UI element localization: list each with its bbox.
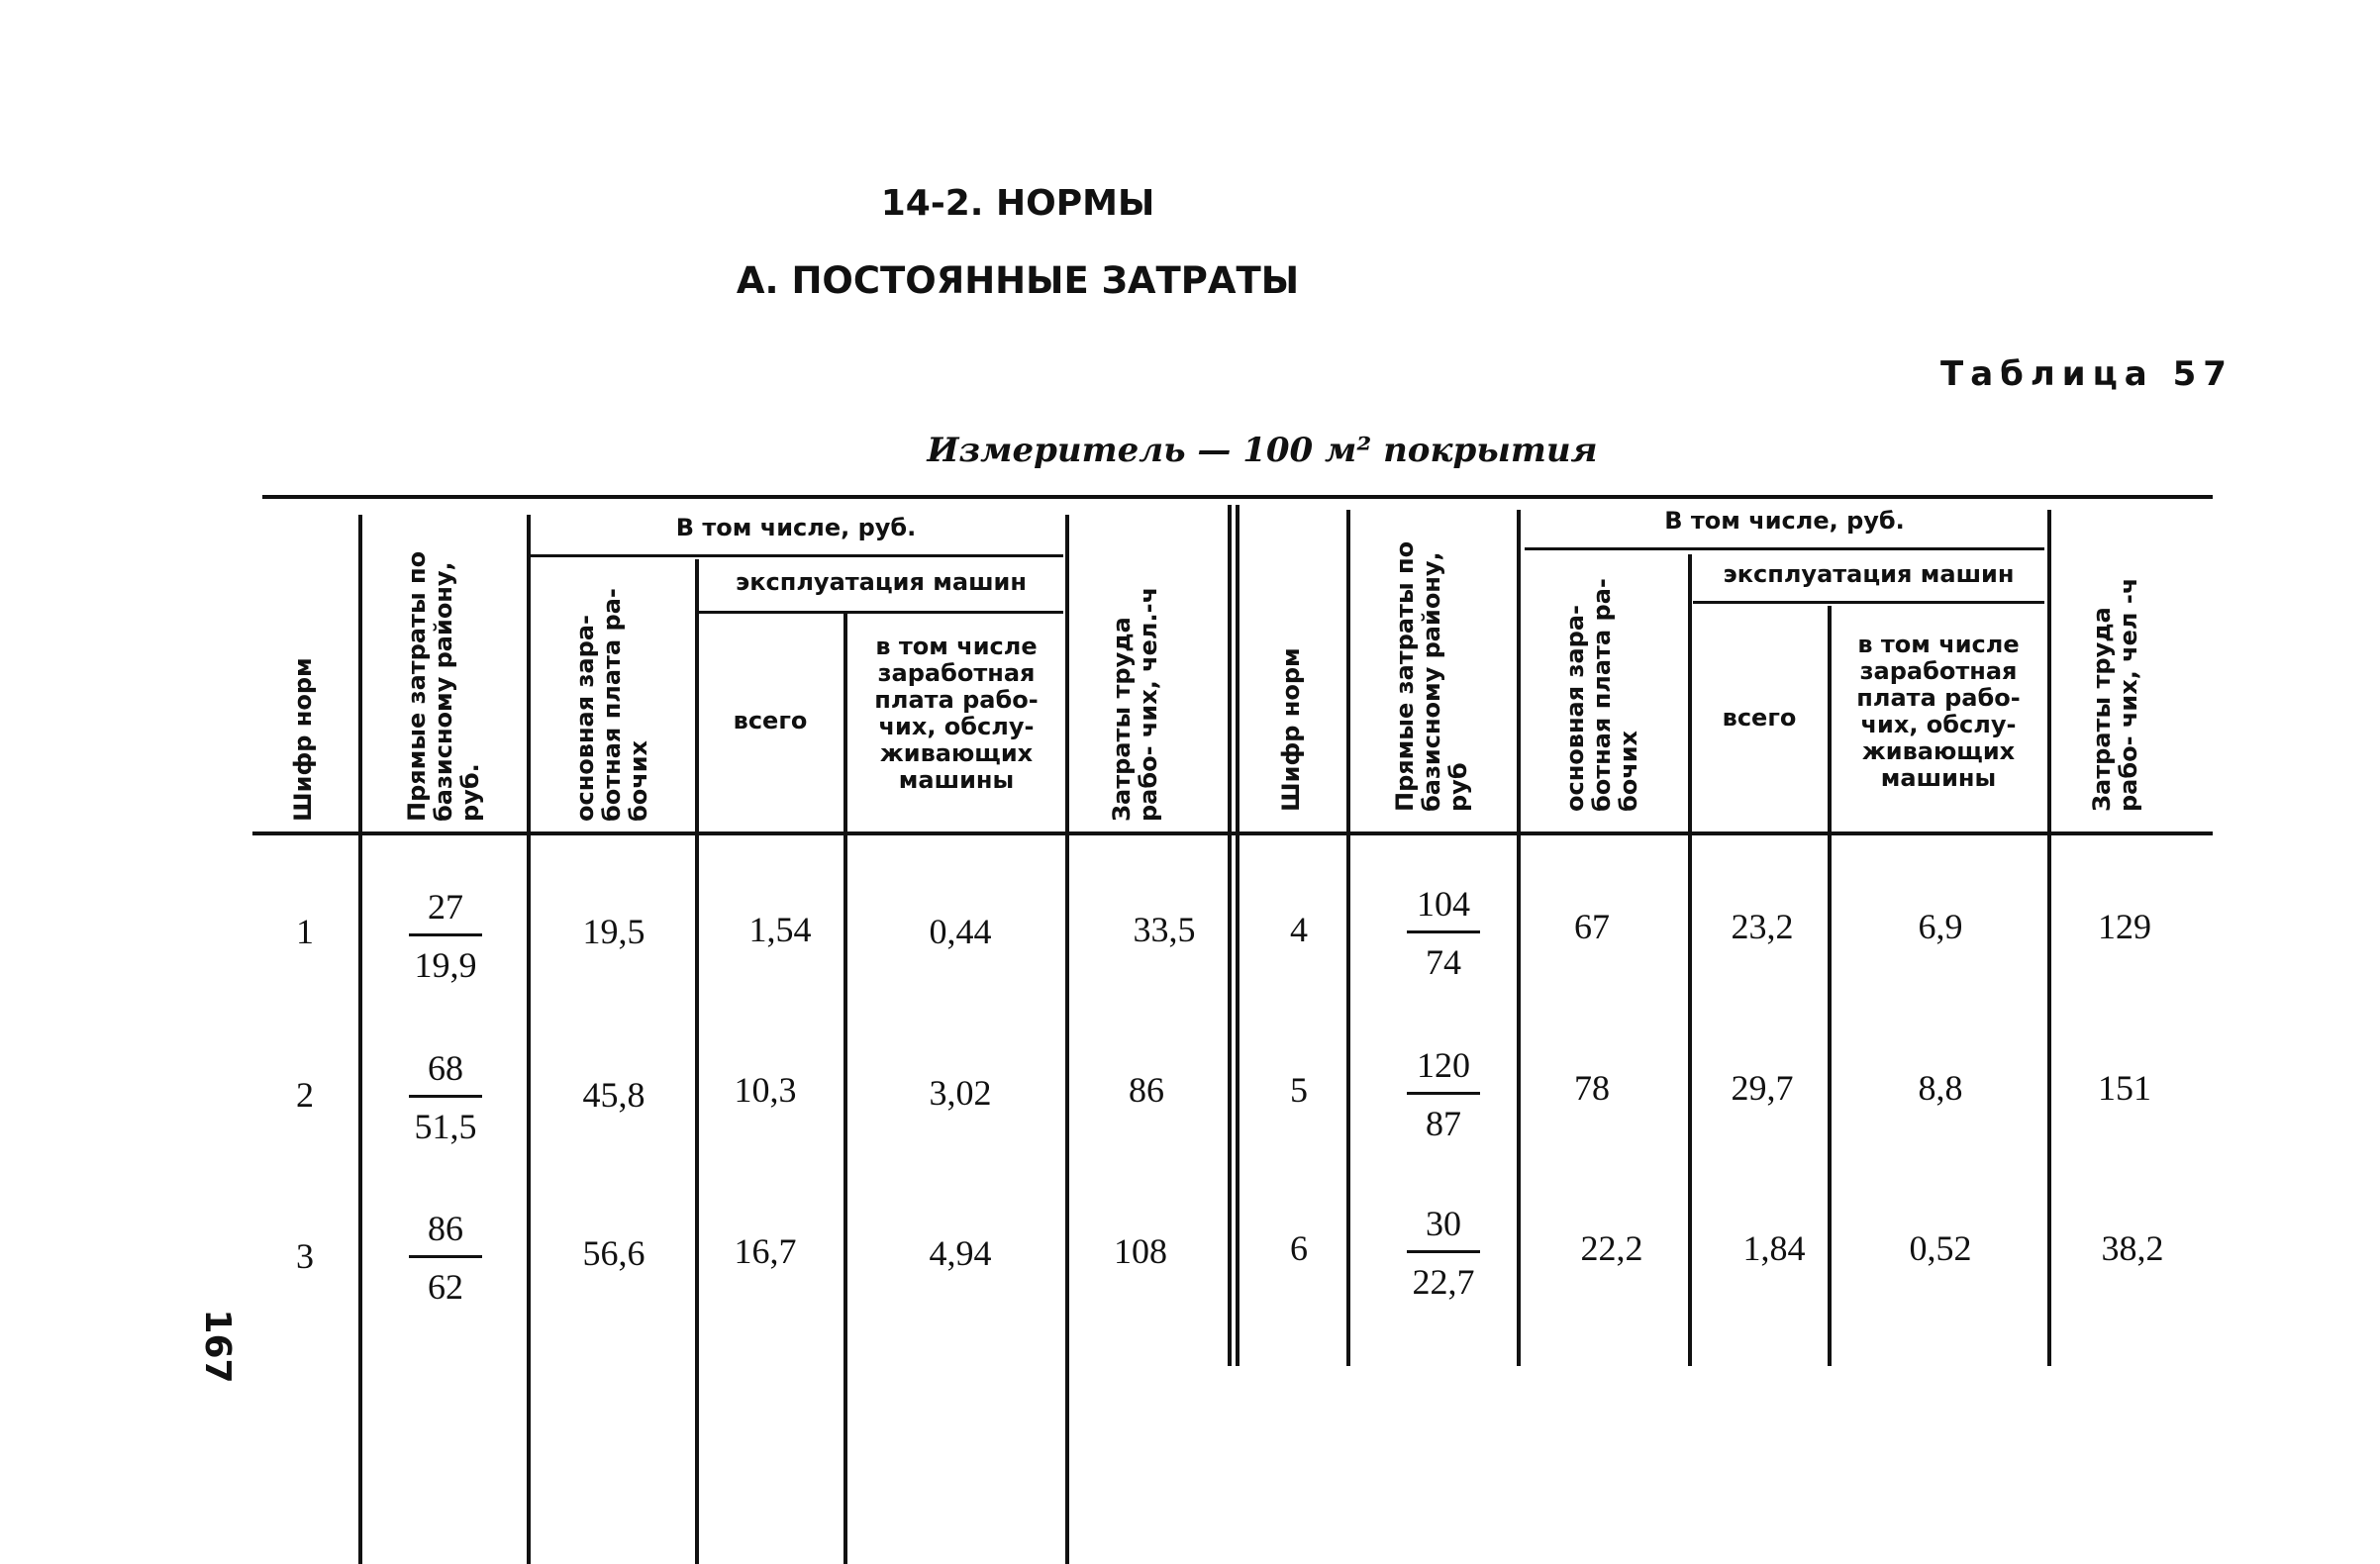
cell-direct-costs <box>1384 883 1503 983</box>
cell-code: 2 <box>296 1075 314 1115</box>
header-machines: эксплуатация машин <box>736 568 1027 596</box>
cell-direct-costs <box>1384 1203 1503 1303</box>
header-machines-right: эксплуатация машин <box>1723 560 2015 588</box>
header-direct-costs-text: Прямые затраты по базисному району, руб. <box>403 550 484 822</box>
fraction-denominator: 19,9 <box>414 945 477 985</box>
col-rule <box>1065 515 1069 1564</box>
cell-machine-wage: 3,02 <box>929 1073 992 1113</box>
cell-machine-wage: 4,94 <box>929 1233 992 1273</box>
machines-rule-left <box>699 611 1063 614</box>
cell-base-wage: 67 <box>1574 907 1610 946</box>
table-top-rule <box>262 495 2213 499</box>
header-labor-right <box>2089 525 2142 812</box>
cell-machine-wage: 8,8 <box>1918 1068 1963 1108</box>
header-labor <box>1109 535 1162 822</box>
cell-direct-costs <box>386 1047 505 1147</box>
header-direct-costs <box>404 535 484 822</box>
machines-rule-right <box>1693 601 2044 604</box>
fraction-denominator: 74 <box>1426 942 1461 982</box>
cell-direct-costs <box>1384 1044 1503 1144</box>
page-number: 167 <box>197 1309 239 1384</box>
fraction-numerator: 86 <box>428 1209 463 1248</box>
header-total-right: всего <box>1722 704 1797 732</box>
header-machine-wage: в том числе заработная плата рабо- чих, обслу- живающих машины <box>874 633 1039 794</box>
cell-code: 5 <box>1290 1070 1308 1110</box>
header-machine-wage-right: в том числе заработная плата рабо- чих, обслу- живающих машины <box>1856 631 2021 792</box>
cell-code: 3 <box>296 1236 314 1276</box>
fraction-numerator: 68 <box>428 1048 463 1088</box>
col-rule <box>527 515 531 1564</box>
fraction-denominator: 51,5 <box>414 1107 477 1146</box>
cell-machine-wage: 0,44 <box>929 912 992 951</box>
subsection-title: А. ПОСТОЯННЫЕ ЗАТРАТЫ <box>736 259 1300 302</box>
cell-labor: 108 <box>1114 1231 1167 1271</box>
header-incl-right: В том числе, руб. <box>1664 507 1905 535</box>
cell-base-wage: 56,6 <box>582 1233 645 1273</box>
header-base-wage-text: основная зара- ботная плата ра- бочих <box>571 588 652 822</box>
cell-code: 4 <box>1290 910 1308 949</box>
header-base-wage <box>572 584 652 822</box>
cell-base-wage: 22,2 <box>1580 1228 1643 1268</box>
cell-base-wage: 78 <box>1574 1068 1610 1108</box>
incl-rule-right <box>1525 547 2044 550</box>
header-code-right: Шифр норм <box>1277 647 1305 812</box>
header-bottom-rule <box>252 831 2213 835</box>
col-rule <box>358 515 362 1564</box>
header-base-wage-right-text: основная зара- ботная плата ра- бочих <box>1561 578 1642 812</box>
header-incl: В том числе, руб. <box>675 514 917 541</box>
cell-code: 6 <box>1290 1228 1308 1268</box>
cell-total: 10,3 <box>734 1070 797 1110</box>
cell-labor: 86 <box>1129 1070 1164 1110</box>
cell-machine-wage: 0,52 <box>1909 1228 1972 1268</box>
table-label: Таблица 57 <box>1940 354 2233 394</box>
cell-labor: 38,2 <box>2101 1228 2164 1268</box>
cell-direct-costs <box>386 1208 505 1308</box>
cell-code: 1 <box>296 912 314 951</box>
fraction-numerator: 30 <box>1426 1204 1461 1243</box>
cell-machine-wage: 6,9 <box>1918 907 1963 946</box>
cell-total: 29,7 <box>1731 1068 1794 1108</box>
cell-base-wage: 45,8 <box>582 1075 645 1115</box>
fraction-numerator: 120 <box>1417 1045 1470 1085</box>
header-labor-right-text: Затраты труда рабо- чих, чел -ч <box>2088 577 2142 812</box>
fraction-numerator: 104 <box>1417 884 1470 924</box>
fraction-denominator: 87 <box>1426 1104 1461 1143</box>
header-direct-costs-right <box>1392 525 1472 812</box>
fraction-numerator: 27 <box>428 887 463 927</box>
header-direct-costs-right-text: Прямые затраты по базисному району, руб <box>1391 540 1472 812</box>
cell-labor: 129 <box>2098 907 2151 946</box>
fraction-denominator: 22,7 <box>1412 1262 1475 1302</box>
fraction-denominator: 62 <box>428 1267 463 1307</box>
measure-unit: Измеритель — 100 м² покрытия <box>927 431 1598 470</box>
cell-total: 1,54 <box>748 910 812 949</box>
cell-labor: 151 <box>2098 1068 2151 1108</box>
section-title: 14-2. НОРМЫ <box>880 183 1155 224</box>
cell-direct-costs <box>386 886 505 986</box>
cell-total: 23,2 <box>1731 907 1794 946</box>
header-base-wage-right <box>1562 574 1642 812</box>
cell-labor: 33,5 <box>1133 910 1196 949</box>
cell-base-wage: 19,5 <box>582 912 645 951</box>
header-total: всего <box>733 707 808 734</box>
header-code: Шифр норм <box>289 657 317 822</box>
header-labor-text: Затраты труда рабо- чих, чел.-ч <box>1108 586 1162 822</box>
cell-total: 1,84 <box>1742 1228 1806 1268</box>
incl-rule-left <box>529 554 1063 557</box>
cell-total: 16,7 <box>734 1231 797 1271</box>
